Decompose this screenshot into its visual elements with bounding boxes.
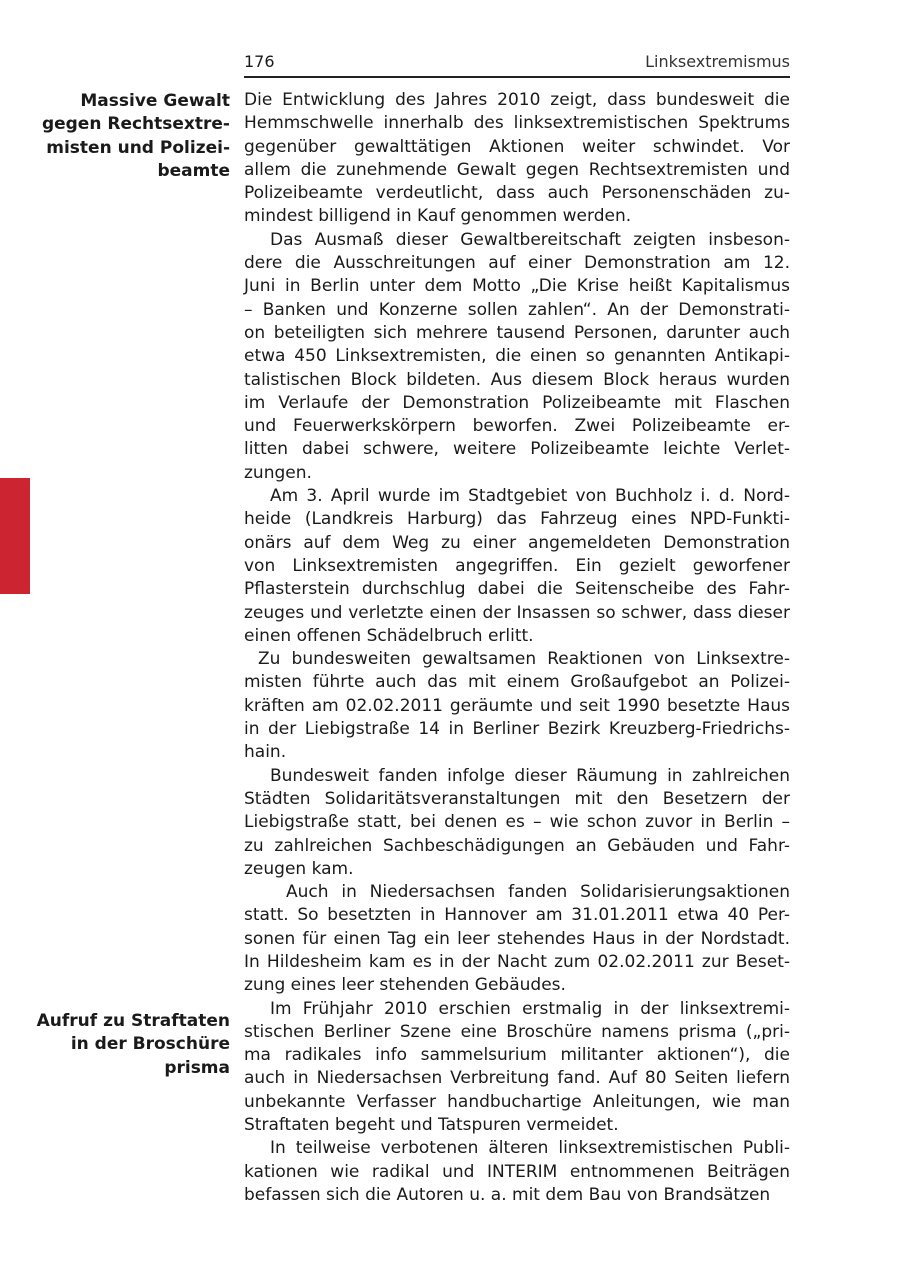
text-line: im Verlaufe der Demonstration Polizeibeamte mit Flaschen [244,392,790,413]
text-line: etwa 450 Linksextremisten, die einen so genannten Antikapi- [244,346,790,367]
margin-note-massive-gewalt: Massive Gewalt gegen Rechtsextre- misten und Polizei- beamte [41,91,230,181]
paragraph [244,485,790,648]
text-line: Auch in Niedersachsen fanden Solidarisierungsaktionen [286,882,790,903]
text-line: on beteiligten sich mehrere tausend Personen, darunter auch [244,322,790,343]
text-line: In teilweise verbotenen älteren linksextremistischen Publi- [270,1138,790,1159]
text-line: – Banken und Konzerne sollen zahlen“. An der Demonstrati- [244,299,790,320]
text-line: Polizeibeamte verdeutlicht, dass auch Personenschäden zu- [244,183,790,204]
text-line: und Feuerwerkskörpern beworfen. Zwei Polizeibeamte er- [244,416,790,437]
text-line: in der Liebigstraße 14 in Berliner Bezirk Kreuzberg-Friedrichs- [244,719,790,740]
body-text [244,89,790,1207]
text-line: zungen. [244,462,312,483]
text-line: Liebigstraße statt, bei denen es – wie schon zuvor in Berlin – [244,812,790,833]
text-line: Die Entwicklung des Jahres 2010 zeigt, dass bundesweit die [244,90,790,110]
text-line: ma radikales info sammelsurium militanter aktionen“), die [244,1045,790,1066]
text-line: talistischen Block bildeten. Aus diesem Block heraus wurden [244,369,790,390]
margin-note-aufruf-zu-straftaten: Aufruf zu Straftaten in der Broschüre prisma [36,1011,230,1078]
text-line: allem die zunehmende Gewalt gegen Rechtsextremisten und [244,159,790,180]
text-line: sonen für einen Tag ein leer stehendes Haus in der Nordstadt. [244,928,790,949]
text-line: Juni in Berlin unter dem Motto „Die Krise heißt Kapitalismus [244,276,790,297]
paragraph [244,1137,790,1207]
running-title: Linksextremismus [645,52,790,71]
chapter-tab-marker [0,478,30,594]
text-line: gegenüber gewalttätigen Aktionen weiter schwindet. Vor [244,136,790,157]
text-line: litten dabei schwere, weitere Polizeibeamte leichte Verlet- [244,439,790,460]
page-number: 176 [244,52,275,71]
text-line: zung eines leer stehenden Gebäudes. [244,975,566,996]
text-line: zu zahlreichen Sachbeschädigungen an Gebäuden und Fahr- [244,835,790,856]
text-line: unbekannte Verfasser handbuchartige Anleitungen, wie man [244,1091,790,1112]
text-line: hain. [244,742,287,763]
paragraph [244,765,790,881]
text-line: onärs auf dem Weg zu einer angemeldeten Demonstration [244,532,790,553]
text-line: Hemmschwelle innerhalb des linksextremistischen Spektrums [244,113,790,134]
paragraph [244,89,790,229]
text-line: Das Ausmaß dieser Gewaltbereitschaft zeigten insbeson- [270,229,790,250]
text-line: von Linksextremisten angegriffen. Ein gezielt geworfener [244,555,790,576]
paragraph [244,881,790,997]
text-line: Pflasterstein durchschlug dabei die Seitenscheibe des Fahr- [244,579,790,600]
page-header [244,52,790,78]
paragraph [244,998,790,1138]
text-line: Bundesweit fanden infolge dieser Räumung in zahlreichen [270,765,790,786]
text-line: zeuges und verletzte einen der Insassen so schwer, dass dieser [244,602,790,623]
text-line: misten führte auch das mit einem Großaufgebot an Polizei- [244,672,790,693]
text-line: dere die Ausschreitungen auf einer Demonstration am 12. [244,253,790,274]
text-line: befassen sich die Autoren u. a. mit dem Bau von Brandsätzen [244,1184,771,1205]
text-line: In Hildesheim kam es in der Nacht zum 02.02.2011 zur Beset- [244,951,790,972]
text-line: kationen wie radikal und INTERIM entnommenen Beiträgen [244,1161,790,1182]
text-line: Am 3. April wurde im Stadtgebiet von Buchholz i. d. Nord- [270,486,790,507]
text-line: Straftaten begeht und Tatspuren vermeidet. [244,1115,619,1136]
text-line: auch in Niedersachsen Verbreitung fand. Auf 80 Seiten liefern [244,1068,790,1089]
text-line: Im Frühjahr 2010 erschien erstmalig in der linksextremi- [270,998,790,1019]
text-line: mindest billigend in Kauf genommen werden. [244,206,632,227]
text-line: Städten Solidaritätsveranstaltungen mit den Besetzern der [244,788,790,809]
text-line: statt. So besetzten in Hannover am 31.01.2011 etwa 40 Per- [244,905,790,926]
paragraph [244,229,790,485]
text-line: kräften am 02.02.2011 geräumte und seit 1990 besetzte Haus [244,695,790,716]
text-line: einen offenen Schädelbruch erlitt. [244,625,534,646]
paragraph [244,648,790,764]
text-line: stischen Berliner Szene eine Broschüre namens prisma („pri- [244,1021,790,1042]
text-line: Zu bundesweiten gewaltsamen Reaktionen von Linksextre- [258,649,790,670]
text-line: zeugen kam. [244,858,354,879]
text-line: heide (Landkreis Harburg) das Fahrzeug eines NPD-Funkti- [244,509,790,530]
